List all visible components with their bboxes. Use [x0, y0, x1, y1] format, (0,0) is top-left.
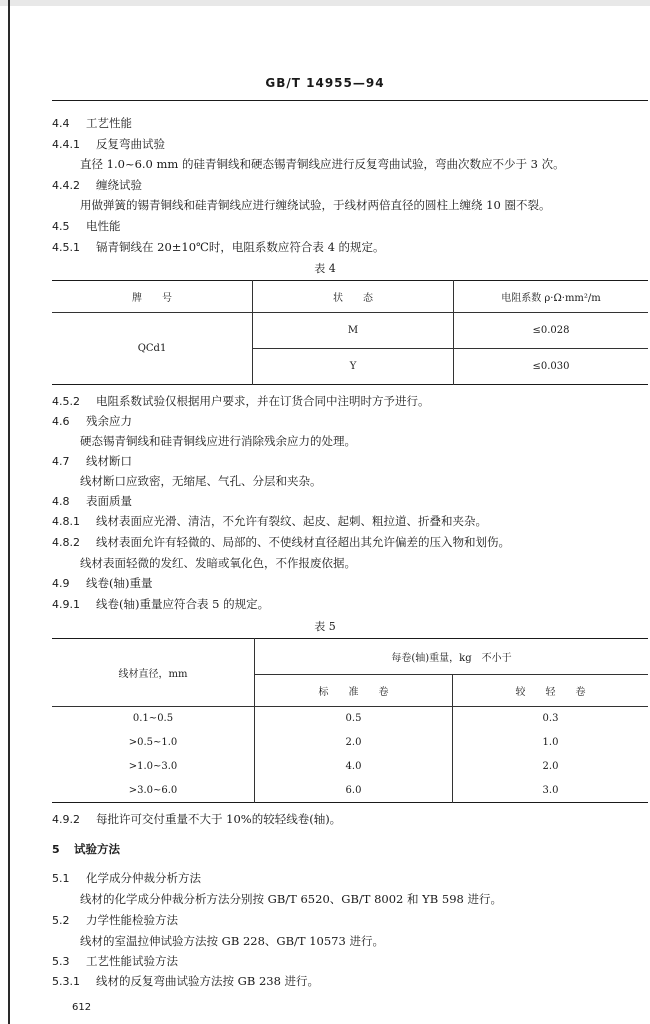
page-number: 612 [72, 1002, 92, 1013]
table-5-light-cell: 0.3 [542, 713, 559, 725]
table-4-state-cell: M [253, 313, 454, 349]
section-4-5-2: 4.5.2 电阻系数试验仅根据用户要求，并在订货合同中注明时方予进行。 [52, 394, 430, 408]
table-4-header-resistivity: 电阻系数 ρ·Ω·mm²/m [454, 281, 649, 313]
table-5-diameter-cell: >3.0~6.0 [52, 779, 255, 803]
section-5: 5 试验方法 [52, 842, 120, 856]
table-5-caption: 表 5 [314, 620, 336, 633]
table-5-standard-cell: 2.0 [255, 731, 453, 755]
table-5-header-diameter: 线材直径，mm [52, 639, 255, 707]
table-5-header-light: 较 轻 卷 [453, 675, 649, 707]
section-4-6-body: 硬态锡青铜线和硅青铜线应进行消除残余应力的处理。 [80, 434, 356, 448]
table-4-caption: 表 4 [314, 262, 336, 275]
table-5-standard-cell: 0.5 [255, 707, 453, 731]
table-4-header-state: 状 态 [253, 281, 454, 313]
table-5-diameter-cell: 0.1~0.5 [52, 707, 255, 731]
table-5-diameter-cell: >0.5~1.0 [52, 731, 255, 755]
table-5 [52, 638, 648, 803]
section-4-9: 4.9 线卷(轴)重量 [52, 576, 153, 590]
table-5-light-cell: 1.0 [542, 737, 559, 748]
section-4-9-1: 4.9.1 线卷(轴)重量应符合表 5 的规定。 [52, 597, 270, 611]
table-5-standard-cell: 4.0 [255, 755, 453, 779]
section-5-3-1: 5.3.1 线材的反复弯曲试验方法按 GB 238 进行。 [52, 974, 320, 988]
section-5-2: 5.2 力学性能检验方法 [52, 913, 178, 927]
section-5-2-body: 线材的室温拉伸试验方法按 GB 228、GB/T 10573 进行。 [80, 934, 384, 948]
table-4-value-cell: ≤0.028 [454, 313, 649, 349]
section-4-8-2: 4.8.2 线材表面允许有轻微的、局部的、不使线材直径超出其允许偏差的压入物和划伤。 [52, 535, 510, 549]
section-4-4-1: 4.4.1 反复弯曲试验 [52, 137, 165, 151]
section-4-8-1: 4.8.1 线材表面应光滑、清洁，不允许有裂纹、起皮、起刺、粗拉道、折叠和夹杂。 [52, 514, 487, 528]
section-4-4-2: 4.4.2 缠绕试验 [52, 178, 142, 192]
table-4-grade-cell: QCd1 [52, 313, 253, 385]
table-4-value-cell: ≤0.030 [532, 361, 570, 372]
section-4-7: 4.7 线材断口 [52, 454, 132, 468]
table-4 [52, 280, 648, 385]
section-4-8: 4.8 表面质量 [52, 494, 132, 508]
section-5-1-body: 线材的化学成分仲裁分析方法分别按 GB/T 6520、GB/T 8002 和 YB 598 进行。 [80, 892, 502, 906]
section-4-6: 4.6 残余应力 [52, 414, 132, 428]
section-4-5-1: 4.5.1 镉青铜线在 20±10℃时，电阻系数应符合表 4 的规定。 [52, 240, 385, 254]
section-5-3: 5.3 工艺性能试验方法 [52, 954, 178, 968]
scan-left-edge [8, 0, 10, 1024]
section-5-1: 5.1 化学成分仲裁分析方法 [52, 871, 201, 885]
table-5-header-weight: 每卷(轴)重量，kg 不小于 [255, 639, 649, 675]
table-4-state-cell: Y [253, 349, 454, 385]
section-4-9-2: 4.9.2 每批许可交付重量不大于 10%的较轻线卷(轴)。 [52, 812, 342, 826]
scan-top-shadow [0, 0, 650, 6]
page-header: GB/T 14955—94 [265, 76, 385, 90]
table-5-standard-cell: 6.0 [255, 779, 453, 803]
section-4-5: 4.5 电性能 [52, 219, 121, 233]
section-4-4: 4.4 工艺性能 [52, 116, 132, 130]
table-5-diameter-cell: >1.0~3.0 [52, 755, 255, 779]
header-rule [52, 100, 648, 101]
table-5-light-cell: 3.0 [542, 784, 559, 796]
table-4-header-grade: 牌 号 [52, 281, 253, 313]
section-4-4-1-body: 直径 1.0~6.0 mm 的硅青铜线和硬态锡青铜线应进行反复弯曲试验，弯曲次数应不少于 3 次。 [80, 157, 565, 171]
section-4-4-2-body: 用做弹簧的锡青铜线和硅青铜线应进行缠绕试验，于线材两倍直径的圆柱上缠绕 10 圈不裂。 [80, 198, 551, 212]
table-5-header-standard: 标 准 卷 [255, 675, 453, 707]
section-4-8-2-body2: 线材表面轻微的发红、发暗或氧化色，不作报废依据。 [80, 556, 356, 570]
section-4-7-body: 线材断口应致密，无缩尾、气孔、分层和夹杂。 [80, 474, 322, 488]
table-5-light-cell: 2.0 [542, 761, 559, 772]
